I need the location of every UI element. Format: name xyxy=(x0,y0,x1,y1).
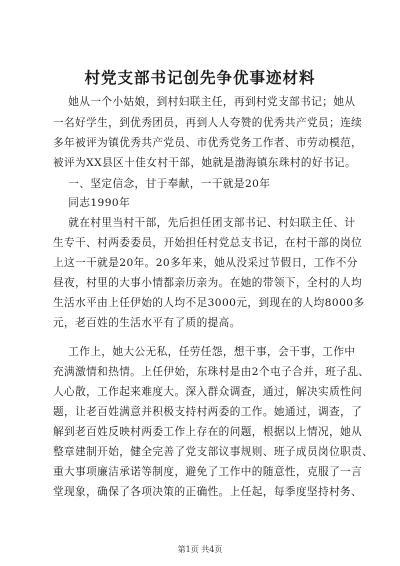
section-heading: 一、坚定信念，甘于奉献，一干就是20年 xyxy=(53,178,271,190)
body-line: 整章建制开始，健全完善了党支部议事规则、班子成员岗位职责、 xyxy=(53,446,374,458)
document-title: 村党支部书记创先争优事迹材料 xyxy=(84,68,316,87)
body-line: 工作上，她大公无私，任劳任怨，想干事，会干事，工作中 xyxy=(53,346,356,358)
body-line: 人心散，工作起来难度大。深入群众调查，通过，解决实质性问 xyxy=(53,386,363,398)
body-line: 她从一个小姑娘，到村妇联主任，再到村党支部书记；她从 xyxy=(53,96,356,108)
body-line: 上这一干就是20年。20多年来，她从没采过节假日，工作不分 xyxy=(53,257,358,269)
body-line: 生活水平由上任伊始的人均不足3000元，到现在的人均8000多 xyxy=(53,297,365,309)
body-line: 充满激情和热情。上任伊始，东珠村是由2个屯子合并，班子乱、 xyxy=(53,366,370,378)
body-line: 解到老百姓反映村两委工作上存在的问题，根据以上情况，她从 xyxy=(53,426,363,438)
body-line: 元，老百姓的生活水平有了质的提高。 xyxy=(53,317,241,329)
body-line: 一名好学生，到优秀团员，再到人人夸赞的优秀共产党员；连续 xyxy=(53,117,363,129)
body-line: 重大事项廉洁承诺等制度，避免了工作中的随意性，克服了一言 xyxy=(53,466,363,478)
body-line: 堂现象，确保了各项决策的正确性。上任起，每季度坚持村务、 xyxy=(53,486,363,498)
body-line: 多年被评为镇优秀共产党员、市优秀党务工作者、市劳动模范， xyxy=(53,137,363,149)
body-line: 题，让老百姓满意并积极支持村两委的工作。她通过，调查，了 xyxy=(53,406,363,418)
body-line: 生专干、村两委委员，开始担任村党总支书记，在村干部的岗位 xyxy=(53,237,363,249)
body-line: 被评为XX县区十佳女村干部，她就是渤海镇东珠村的好书记。 xyxy=(53,157,357,169)
body-line: 同志1990年 xyxy=(53,197,131,209)
page-footer: 第1页 共4页 xyxy=(177,545,223,554)
body-line: 昼夜，村里的大事小情都亲历亲为。在她的带领下，全村的人均 xyxy=(53,277,363,289)
body-line: 就在村里当村干部，先后担任团支部书记、村妇联主任、计 xyxy=(53,217,356,229)
